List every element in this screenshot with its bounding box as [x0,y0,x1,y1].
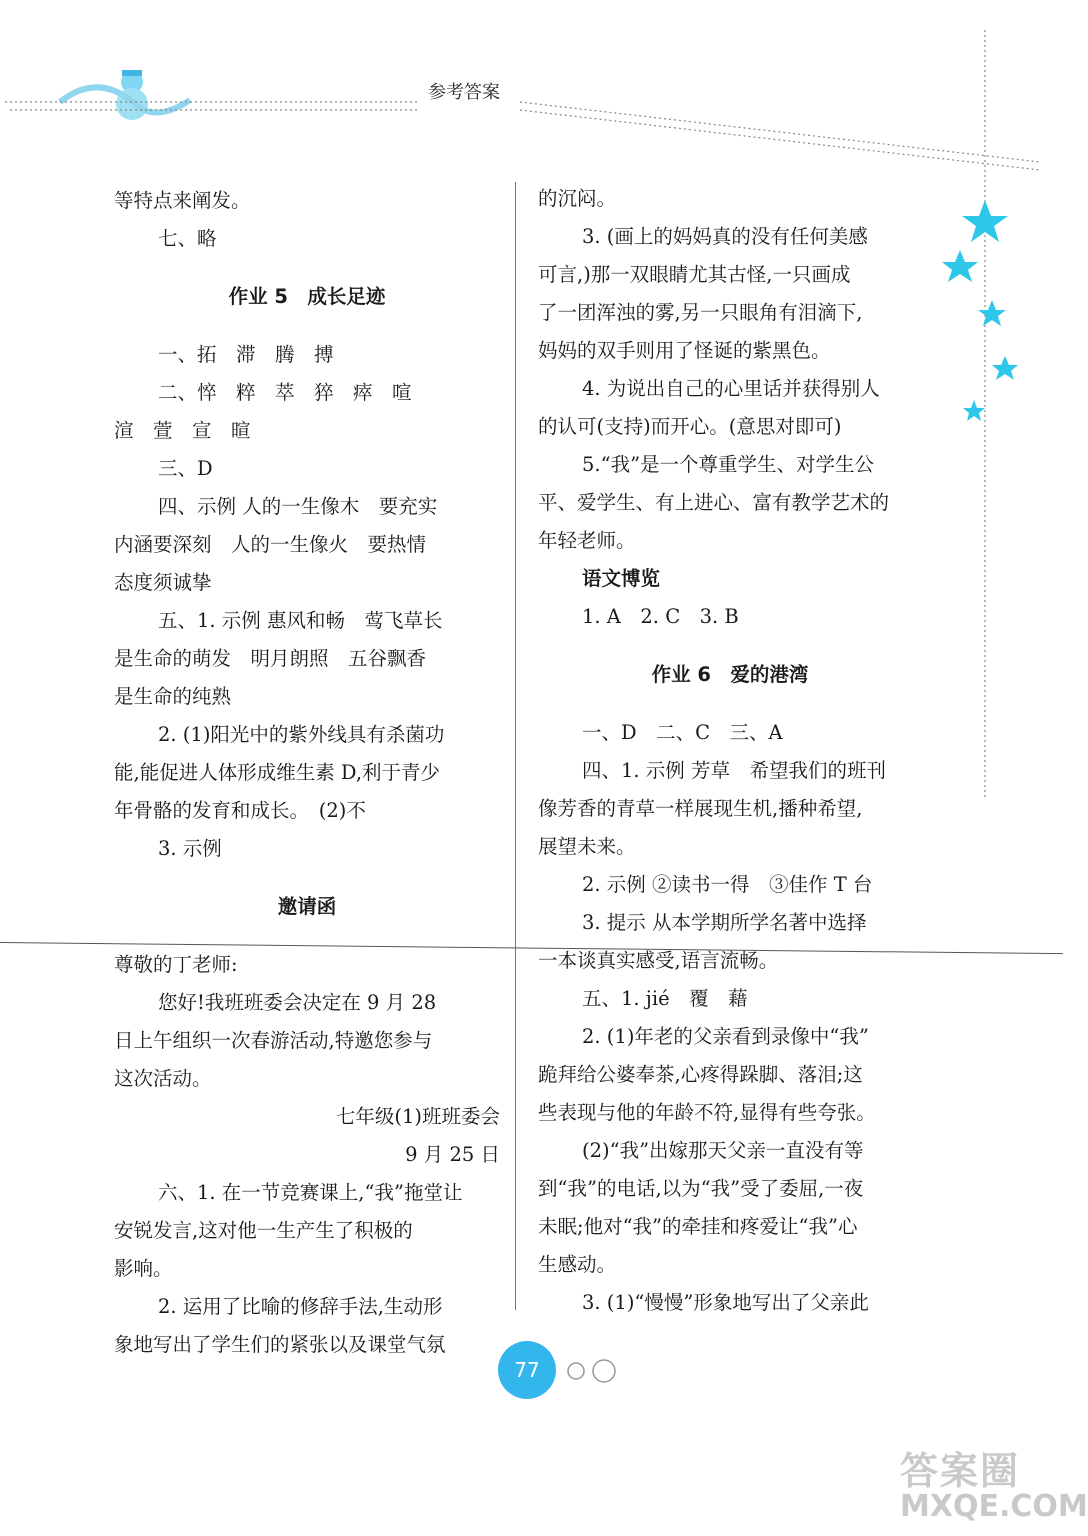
text-line: 尊敬的丁老师: [114,953,238,976]
section-heading: 作业 5 成长足迹 [228,285,386,308]
text-line: 3. 提示 从本学期所学名著中选择 [582,911,867,934]
text-line: 像芳香的青草一样展现生机,播种希望, [538,797,863,820]
text-line: 一本谈真实感受,语言流畅。 [538,949,779,972]
text-line: 安锐发言,这对他一生产生了积极的 [114,1219,413,1242]
watermark [900,1440,1088,1532]
text-line: 渲 萱 宣 暄 [114,419,251,442]
text-line: 七年级(1)班班委会 [335,1105,500,1128]
text-line: 态度须诚挚 [114,571,212,594]
text-line: 的认可(支持)而开心。(意思对即可) [538,415,842,438]
text-line: 展望未来。 [538,835,636,858]
column-divider [515,182,516,1310]
section-heading: 作业 6 爱的港湾 [651,663,809,686]
text-line: 五、1. jié 覆 藉 [582,987,748,1010]
text-line: 跪拜给公婆奉茶,心疼得跺脚、落泪;这 [538,1063,863,1086]
text-line: 七、略 [158,227,217,250]
section-heading: 邀请函 [277,895,337,918]
star-icon [942,250,978,282]
text-line: 5.“我”是一个尊重学生、对学生公 [582,453,875,476]
text-line: 2. 示例 ②读书一得 ③佳作 T 台 [582,873,873,896]
text-line: 日上午组织一次春游活动,特邀您参与 [114,1029,433,1052]
text-line: 能,能促进人体形成维生素 D,利于青少 [114,761,441,784]
text-line: 未眠;他对“我”的牵挂和疼爱让“我”心 [538,1215,858,1238]
star-icon [978,300,1006,326]
page-number: 77 [498,1341,556,1399]
circles-decoration-icon [566,1357,622,1385]
page-number-badge [492,1337,622,1407]
text-line: 二、悴 粹 萃 猝 瘁 喧 [158,381,412,404]
text-line: 五、1. 示例 惠风和畅 莺飞草长 [158,609,443,632]
text-line: 可言,)那一双眼睛尤其古怪,一只画成 [538,263,851,286]
text-line: 内涵要深刻 人的一生像火 要热情 [114,533,427,556]
text-line: 到“我”的电话,以为“我”受了委屈,一夜 [538,1177,864,1200]
text-line: 三、D [158,457,213,480]
text-line: 生感动。 [538,1253,617,1276]
text-line: 四、示例 人的一生像木 要充实 [158,495,438,518]
text-line: 了一团浑浊的雾,另一只眼角有泪滴下, [538,301,863,324]
text-line: 等特点来阐发。 [114,189,251,212]
text-line: 平、爱学生、有上进心、富有教学艺术的 [538,491,890,514]
text-line: (2)“我”出嫁那天父亲一直没有等 [582,1139,864,1162]
left-column [114,182,500,1364]
text-line: 9 月 25 日 [405,1143,500,1166]
text-line: 六、1. 在一节竞赛课上,“我”拖堂让 [158,1181,463,1204]
text-line: 一、D 二、C 三、A [582,721,783,744]
right-edge-decoration [930,180,1050,820]
text-line: 您好!我班班委会决定在 9 月 28 [158,991,437,1014]
right-column [538,180,922,1322]
header-title: 参考答案 [428,82,500,103]
text-line: 影响。 [114,1257,173,1280]
star-icon [992,356,1018,380]
watermark-url: MXQE.COM [900,1489,1088,1524]
text-line: 3. (画上的妈妈真的没有任何美感 [582,225,868,248]
text-line: 象地写出了学生们的紧张以及课堂气氛 [114,1333,446,1356]
watermark-title: 答案圈 [900,1449,1021,1493]
text-line: 3. 示例 [158,837,222,860]
text-line: 2. (1)年老的父亲看到录像中“我” [582,1025,869,1048]
text-line: 3. (1)“慢慢”形象地写出了父亲此 [582,1291,869,1314]
text-line: 4. 为说出自己的心里话并获得别人 [582,377,880,400]
text-line: 1. A 2. C 3. B [582,605,739,628]
text-line: 些表现与他的年龄不符,显得有些夸张。 [538,1101,876,1124]
subsection-heading: 语文博览 [582,567,661,590]
text-line: 年轻老师。 [538,529,636,552]
text-line: 年骨骼的发育和成长。 (2)不 [114,799,366,822]
text-line: 2. 运用了比喻的修辞手法,生动形 [158,1295,443,1318]
text-line: 是生命的纯熟 [114,685,232,708]
text-line: 是生命的萌发 明月朗照 五谷飘香 [114,647,427,670]
text-line: 这次活动。 [114,1067,212,1090]
header-decoration [0,30,1063,180]
star-icon [963,400,985,421]
text-line: 一、拓 滞 腾 搏 [158,343,334,366]
text-line: 2. (1)阳光中的紫外线具有杀菌功 [158,723,445,746]
snowman-icon [60,70,190,120]
text-line: 四、1. 示例 芳草 希望我们的班刊 [582,759,887,782]
text-line: 妈妈的双手则用了怪诞的紫黑色。 [538,339,831,362]
text-line: 的沉闷。 [538,187,617,210]
